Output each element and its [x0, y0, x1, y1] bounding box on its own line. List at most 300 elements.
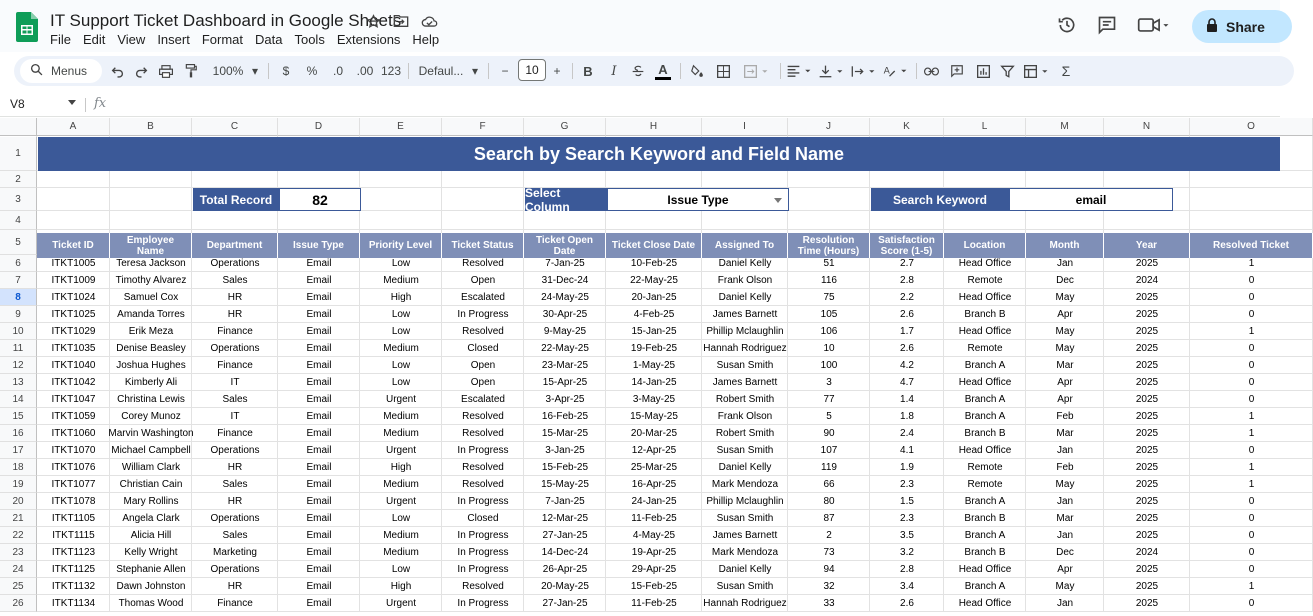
table-cell[interactable]: 2025 [1135, 479, 1159, 490]
row-header-26[interactable]: 26 [0, 595, 37, 612]
table-cell[interactable]: ITKT1024 [51, 292, 96, 303]
table-cell[interactable]: May [1055, 479, 1075, 490]
table-cell[interactable]: Branch B [964, 513, 1006, 524]
menu-extensions[interactable]: Extensions [336, 32, 401, 47]
table-cell[interactable]: ITKT1077 [51, 479, 96, 490]
redo-icon[interactable] [132, 59, 150, 83]
table-cell[interactable]: Email [306, 411, 332, 422]
table-cell[interactable]: Open [470, 275, 496, 286]
table-cell[interactable]: Branch B [964, 309, 1006, 320]
table-cell[interactable]: Email [306, 377, 332, 388]
table-cell[interactable]: Finance [217, 598, 253, 609]
italic-button[interactable]: I [611, 63, 617, 79]
table-cell[interactable]: ITKT1132 [51, 581, 96, 592]
table-cell[interactable]: Urgent [385, 496, 416, 507]
paint-format-icon[interactable] [182, 59, 200, 83]
table-cell[interactable]: 3.5 [900, 530, 914, 541]
font-size-increase-button[interactable]: + [553, 64, 561, 78]
row-header-23[interactable]: 23 [0, 544, 37, 561]
table-cell[interactable]: 26-Apr-25 [542, 564, 588, 575]
column-header-j[interactable]: J [788, 118, 870, 136]
table-cell[interactable]: Branch A [964, 581, 1006, 592]
column-header-n[interactable]: N [1104, 118, 1190, 136]
table-cell[interactable]: 2025 [1135, 309, 1159, 320]
insert-comment-icon[interactable] [948, 59, 966, 83]
table-cell[interactable]: Email [306, 513, 332, 524]
table-cell[interactable]: 15-Mar-25 [541, 428, 589, 439]
table-cell[interactable]: Jan [1056, 598, 1074, 609]
table-cell[interactable]: 1.8 [900, 411, 914, 422]
table-cell[interactable]: 2.3 [900, 513, 914, 524]
table-cell[interactable]: Jan [1056, 445, 1074, 456]
table-cell[interactable]: 1 [1248, 428, 1255, 439]
table-cell[interactable]: 2.4 [900, 428, 914, 439]
table-cell[interactable]: Erik Meza [128, 326, 174, 337]
table-cell[interactable]: Sales [222, 530, 248, 541]
table-cell[interactable]: ITKT1047 [51, 394, 96, 405]
functions-button[interactable]: Σ [1061, 63, 1071, 79]
column-header-b[interactable]: B [110, 118, 192, 136]
table-cell[interactable]: Branch A [964, 530, 1006, 541]
table-header-cell[interactable]: Year [1104, 233, 1190, 258]
table-cell[interactable]: Resolved [462, 258, 504, 269]
zoom-select[interactable]: 100% [212, 64, 244, 78]
table-cell[interactable]: Jan [1056, 530, 1074, 541]
table-cell[interactable]: Thomas Wood [118, 598, 184, 609]
row-header-14[interactable]: 14 [0, 391, 37, 408]
table-cell[interactable]: 0 [1248, 564, 1255, 575]
table-cell[interactable]: 66 [823, 479, 835, 490]
font-select[interactable]: Defaul... [418, 64, 464, 78]
table-cell[interactable]: Phillip Mclaughlin [706, 496, 784, 507]
table-cell[interactable]: Medium [383, 411, 419, 422]
table-cell[interactable]: 2025 [1135, 445, 1159, 456]
table-cell[interactable]: 1-May-25 [632, 360, 676, 371]
table-cell[interactable]: ITKT1042 [51, 377, 96, 388]
table-cell[interactable]: Escalated [461, 394, 505, 405]
table-cell[interactable]: Email [306, 496, 332, 507]
table-header-cell[interactable]: Priority Level [360, 233, 442, 258]
table-cell[interactable]: 0 [1248, 309, 1255, 320]
table-cell[interactable]: Resolved [462, 411, 504, 422]
table-cell[interactable]: 20-Jan-25 [631, 292, 677, 303]
menu-format[interactable]: Format [201, 32, 243, 47]
table-cell[interactable]: Open [470, 360, 496, 371]
table-cell[interactable]: 10-Feb-25 [630, 258, 678, 269]
table-cell[interactable]: 20-May-25 [541, 581, 589, 592]
star-icon[interactable] [364, 12, 382, 30]
table-cell[interactable]: In Progress [457, 530, 509, 541]
table-cell[interactable]: Mar [1056, 428, 1074, 439]
table-cell[interactable]: 24-May-25 [541, 292, 589, 303]
table-cell[interactable]: Mar [1056, 513, 1074, 524]
zoom-caret-icon[interactable]: ▾ [251, 64, 259, 78]
table-cell[interactable]: HR [227, 309, 243, 320]
table-cell[interactable]: Email [306, 326, 332, 337]
table-cell[interactable]: ITKT1115 [52, 530, 95, 541]
table-cell[interactable]: 19-Feb-25 [630, 343, 678, 354]
column-header-l[interactable]: L [944, 118, 1026, 136]
table-cell[interactable]: Sales [222, 275, 248, 286]
table-cell[interactable]: Robert Smith [715, 428, 775, 439]
row-header-15[interactable]: 15 [0, 408, 37, 425]
table-cell[interactable]: 2.8 [900, 275, 914, 286]
table-cell[interactable]: Email [306, 479, 332, 490]
name-box[interactable]: V8 [10, 97, 25, 111]
table-cell[interactable]: Medium [383, 428, 419, 439]
table-cell[interactable]: Stephanie Allen [116, 564, 186, 575]
table-cell[interactable]: ITKT1078 [51, 496, 96, 507]
table-cell[interactable]: Low [391, 513, 411, 524]
table-cell[interactable]: 0 [1248, 343, 1255, 354]
row-header-11[interactable]: 11 [0, 340, 37, 357]
table-cell[interactable]: Apr [1057, 377, 1073, 388]
table-cell[interactable]: Email [306, 530, 332, 541]
table-cell[interactable]: 107 [820, 445, 838, 456]
table-cell[interactable]: Hannah Rodriguez [703, 343, 787, 354]
table-cell[interactable]: HR [227, 462, 243, 473]
filter-views-icon[interactable] [1022, 59, 1052, 83]
table-cell[interactable]: 94 [823, 564, 835, 575]
table-cell[interactable]: 2025 [1135, 292, 1159, 303]
table-cell[interactable]: 4-May-25 [632, 530, 676, 541]
table-cell[interactable]: Operations [210, 258, 260, 269]
table-cell[interactable]: 0 [1248, 513, 1255, 524]
column-header-h[interactable]: H [606, 118, 702, 136]
table-cell[interactable]: 2024 [1135, 547, 1159, 558]
table-cell[interactable]: 0 [1248, 530, 1255, 541]
table-cell[interactable]: Branch B [964, 547, 1006, 558]
row-header-10[interactable]: 10 [0, 323, 37, 340]
table-cell[interactable]: 2025 [1135, 513, 1159, 524]
table-cell[interactable]: 29-Apr-25 [631, 564, 677, 575]
table-cell[interactable]: In Progress [457, 598, 509, 609]
table-cell[interactable]: ITKT1059 [51, 411, 96, 422]
menu-file[interactable]: File [50, 32, 71, 47]
table-cell[interactable]: Email [306, 360, 332, 371]
table-cell[interactable]: Robert Smith [715, 394, 775, 405]
table-header-cell[interactable]: Ticket Status [442, 233, 524, 258]
table-cell[interactable]: 1 [1248, 326, 1255, 337]
row-header-9[interactable]: 9 [0, 306, 37, 323]
table-cell[interactable]: Branch A [964, 360, 1006, 371]
table-cell[interactable]: 14-Jan-25 [631, 377, 677, 388]
table-cell[interactable]: Daniel Kelly [718, 462, 772, 473]
table-cell[interactable]: 2025 [1135, 343, 1159, 354]
column-header-m[interactable]: M [1026, 118, 1104, 136]
table-cell[interactable]: 15-Feb-25 [541, 462, 589, 473]
table-cell[interactable]: 15-May-25 [630, 411, 678, 422]
table-cell[interactable]: Alicia Hill [130, 530, 172, 541]
table-cell[interactable]: 22-May-25 [541, 343, 589, 354]
table-cell[interactable]: 2025 [1135, 564, 1159, 575]
table-cell[interactable]: ITKT1123 [51, 547, 96, 558]
table-cell[interactable]: 73 [823, 547, 835, 558]
table-cell[interactable]: Denise Beasley [116, 343, 186, 354]
table-cell[interactable]: May [1055, 292, 1075, 303]
comments-icon[interactable] [1096, 14, 1118, 36]
table-cell[interactable]: 1 [1248, 581, 1255, 592]
table-cell[interactable]: Low [391, 564, 411, 575]
font-caret-icon[interactable]: ▾ [471, 64, 479, 78]
table-cell[interactable]: HR [227, 581, 243, 592]
table-cell[interactable]: 2025 [1135, 360, 1159, 371]
table-cell[interactable]: Resolved [462, 581, 504, 592]
table-cell[interactable]: 15-Apr-25 [542, 377, 588, 388]
row-header-19[interactable]: 19 [0, 476, 37, 493]
table-cell[interactable]: 75 [823, 292, 835, 303]
table-cell[interactable]: Urgent [385, 394, 416, 405]
table-cell[interactable]: James Barnett [712, 530, 778, 541]
table-cell[interactable]: 2.7 [900, 258, 914, 269]
table-cell[interactable]: 4.2 [900, 360, 914, 371]
table-cell[interactable]: Timothy Alvarez [115, 275, 187, 286]
menu-data[interactable]: Data [255, 32, 283, 47]
table-cell[interactable]: Christian Cain [119, 479, 183, 490]
menu-help[interactable]: Help [412, 32, 440, 47]
table-cell[interactable]: 7-Jan-25 [545, 258, 585, 269]
table-cell[interactable]: Jan [1056, 496, 1074, 507]
strikethrough-icon[interactable] [630, 59, 646, 83]
table-cell[interactable]: Closed [467, 343, 499, 354]
table-header-cell[interactable]: Assigned To [702, 233, 788, 258]
column-header-g[interactable]: G [524, 118, 606, 136]
table-cell[interactable]: Remote [967, 275, 1003, 286]
table-cell[interactable]: Branch A [964, 394, 1006, 405]
row-header-6[interactable]: 6 [0, 255, 37, 272]
table-cell[interactable]: 3.2 [900, 547, 914, 558]
bold-button[interactable]: B [583, 63, 593, 79]
table-header-cell[interactable]: Ticket Close Date [606, 233, 702, 258]
table-cell[interactable]: ITKT1025 [51, 309, 96, 320]
table-cell[interactable]: Head Office [958, 292, 1012, 303]
table-cell[interactable]: ITKT1035 [51, 343, 96, 354]
table-cell[interactable]: ITKT1105 [51, 513, 96, 524]
table-cell[interactable]: Daniel Kelly [718, 258, 772, 269]
table-cell[interactable]: 9-May-25 [543, 326, 587, 337]
table-cell[interactable]: May [1055, 343, 1075, 354]
row-header-3[interactable]: 3 [0, 188, 37, 211]
table-cell[interactable]: 27-Jan-25 [542, 598, 588, 609]
row-header-25[interactable]: 25 [0, 578, 37, 595]
table-cell[interactable]: Susan Smith [716, 513, 774, 524]
increase-decimal-button[interactable]: .00 [356, 64, 374, 78]
table-cell[interactable]: Head Office [958, 258, 1012, 269]
table-cell[interactable]: High [390, 292, 412, 303]
table-cell[interactable]: 22-May-25 [630, 275, 678, 286]
table-cell[interactable]: Sales [222, 394, 248, 405]
share-button[interactable] [1192, 10, 1292, 43]
merge-cells-icon[interactable] [740, 59, 774, 83]
cloud-status-icon[interactable] [420, 12, 438, 30]
table-cell[interactable]: 2025 [1135, 326, 1159, 337]
insert-chart-icon[interactable] [974, 59, 992, 83]
table-cell[interactable]: Head Office [958, 377, 1012, 388]
sheets-logo-icon[interactable] [16, 12, 38, 42]
table-cell[interactable]: Email [306, 428, 332, 439]
table-cell[interactable]: Christina Lewis [117, 394, 185, 405]
table-cell[interactable]: Susan Smith [716, 581, 774, 592]
table-cell[interactable]: Email [306, 462, 332, 473]
menu-tools[interactable]: Tools [294, 32, 325, 47]
table-cell[interactable]: In Progress [457, 564, 509, 575]
table-cell[interactable]: HR [227, 496, 243, 507]
text-color-button[interactable] [654, 59, 672, 83]
currency-format-button[interactable]: $ [282, 64, 290, 78]
table-cell[interactable]: 0 [1248, 394, 1255, 405]
table-cell[interactable]: 116 [821, 275, 837, 286]
table-cell[interactable]: 1.4 [900, 394, 914, 405]
table-cell[interactable]: Email [306, 598, 332, 609]
table-cell[interactable]: 33 [823, 598, 835, 609]
table-cell[interactable]: Medium [383, 275, 419, 286]
table-cell[interactable]: 3 [826, 377, 832, 388]
document-title[interactable]: IT Support Ticket Dashboard in Google Sheets [50, 11, 402, 30]
table-cell[interactable]: 1 [1248, 411, 1255, 422]
table-cell[interactable]: Susan Smith [716, 445, 774, 456]
table-header-cell[interactable]: Resolution Time (Hours) [788, 233, 870, 258]
table-cell[interactable]: Email [306, 309, 332, 320]
table-cell[interactable]: Remote [967, 343, 1003, 354]
table-cell[interactable]: 2025 [1135, 530, 1159, 541]
table-cell[interactable]: Email [306, 581, 332, 592]
table-cell[interactable]: 25-Mar-25 [630, 462, 678, 473]
table-cell[interactable]: 2025 [1135, 581, 1159, 592]
table-cell[interactable]: 30-Apr-25 [542, 309, 588, 320]
table-cell[interactable]: Email [306, 343, 332, 354]
row-header-22[interactable]: 22 [0, 527, 37, 544]
table-cell[interactable]: 1 [1248, 258, 1255, 269]
table-cell[interactable]: Head Office [958, 598, 1012, 609]
version-history-icon[interactable] [1056, 14, 1078, 36]
table-cell[interactable]: 0 [1248, 445, 1255, 456]
table-cell[interactable]: ITKT1005 [51, 258, 96, 269]
table-cell[interactable]: 105 [820, 309, 838, 320]
column-header-c[interactable]: C [192, 118, 278, 136]
table-cell[interactable]: 15-Jan-25 [631, 326, 677, 337]
table-cell[interactable]: Low [391, 377, 411, 388]
table-cell[interactable]: 51 [823, 258, 835, 269]
table-cell[interactable]: IT [230, 377, 240, 388]
table-cell[interactable]: 3-May-25 [632, 394, 676, 405]
table-cell[interactable]: Feb [1056, 462, 1074, 473]
table-cell[interactable]: 23-Mar-25 [541, 360, 589, 371]
column-header-i[interactable]: I [702, 118, 788, 136]
table-cell[interactable]: Branch B [964, 428, 1006, 439]
menu-view[interactable]: View [117, 32, 146, 47]
row-header-7[interactable]: 7 [0, 272, 37, 289]
dropdown-caret-icon[interactable] [774, 198, 782, 203]
table-cell[interactable]: Angela Clark [122, 513, 180, 524]
table-cell[interactable]: Low [391, 258, 411, 269]
table-cell[interactable]: 20-Mar-25 [630, 428, 678, 439]
table-cell[interactable]: 10 [823, 343, 835, 354]
table-cell[interactable]: Email [306, 275, 332, 286]
table-cell[interactable]: Urgent [385, 598, 416, 609]
table-cell[interactable]: Email [306, 258, 332, 269]
table-cell[interactable]: Apr [1057, 309, 1073, 320]
table-cell[interactable]: Frank Olson [717, 275, 773, 286]
table-cell[interactable]: 4.7 [900, 377, 914, 388]
table-cell[interactable]: ITKT1060 [51, 428, 96, 439]
table-cell[interactable]: Urgent [385, 445, 416, 456]
table-cell[interactable]: 77 [823, 394, 835, 405]
table-cell[interactable]: 2025 [1135, 496, 1159, 507]
table-cell[interactable]: Joshua Hughes [116, 360, 186, 371]
column-header-k[interactable]: K [870, 118, 944, 136]
table-cell[interactable]: 2025 [1135, 598, 1159, 609]
table-cell[interactable]: 1.7 [900, 326, 914, 337]
table-cell[interactable]: 0 [1248, 377, 1255, 388]
decrease-decimal-button[interactable]: .0 [332, 64, 343, 78]
table-cell[interactable]: 2025 [1135, 428, 1159, 439]
table-cell[interactable]: 2 [826, 530, 832, 541]
table-cell[interactable]: 1 [1248, 462, 1255, 473]
vertical-align-icon[interactable] [818, 59, 846, 83]
table-cell[interactable]: Low [391, 360, 411, 371]
table-cell[interactable]: Operations [210, 343, 260, 354]
table-cell[interactable]: 0 [1248, 292, 1255, 303]
table-cell[interactable]: ITKT1070 [51, 445, 96, 456]
table-cell[interactable]: Operations [210, 564, 260, 575]
table-cell[interactable]: Feb [1056, 411, 1074, 422]
table-cell[interactable]: Head Office [958, 445, 1012, 456]
table-cell[interactable]: Dec [1056, 275, 1074, 286]
table-cell[interactable]: 2025 [1135, 462, 1159, 473]
table-cell[interactable]: 3-Apr-25 [545, 394, 585, 405]
column-header-f[interactable]: F [442, 118, 524, 136]
table-cell[interactable]: ITKT1134 [51, 598, 96, 609]
meet-video-icon[interactable] [1136, 14, 1172, 36]
table-cell[interactable]: 4.1 [900, 445, 914, 456]
table-cell[interactable]: 0 [1248, 547, 1255, 558]
table-cell[interactable]: Email [306, 564, 332, 575]
table-header-cell[interactable]: Department [192, 233, 278, 258]
borders-icon[interactable] [714, 59, 732, 83]
table-cell[interactable]: High [390, 462, 412, 473]
table-cell[interactable]: IT [230, 411, 240, 422]
table-cell[interactable]: 3.4 [900, 581, 914, 592]
row-header-1[interactable]: 1 [0, 137, 37, 171]
table-cell[interactable]: Email [306, 547, 332, 558]
table-cell[interactable]: Medium [383, 547, 419, 558]
table-cell[interactable]: Kelly Wright [124, 547, 178, 558]
menus-search[interactable] [20, 59, 102, 83]
table-cell[interactable]: 24-Jan-25 [631, 496, 677, 507]
table-cell[interactable]: 2.3 [900, 479, 914, 490]
row-header-21[interactable]: 21 [0, 510, 37, 527]
table-cell[interactable]: Finance [217, 326, 253, 337]
table-cell[interactable]: Daniel Kelly [718, 292, 772, 303]
table-cell[interactable]: 15-Feb-25 [630, 581, 678, 592]
table-cell[interactable]: Mark Mendoza [711, 479, 779, 490]
table-header-cell[interactable]: Resolved Ticket [1190, 233, 1313, 258]
select-all-corner[interactable] [0, 118, 37, 136]
table-header-cell[interactable]: Issue Type [278, 233, 360, 258]
table-cell[interactable]: Samuel Cox [123, 292, 179, 303]
table-cell[interactable]: 2025 [1135, 258, 1159, 269]
table-cell[interactable]: 90 [823, 428, 835, 439]
table-cell[interactable]: Susan Smith [716, 360, 774, 371]
table-cell[interactable]: Medium [383, 530, 419, 541]
table-cell[interactable]: Sales [222, 479, 248, 490]
table-cell[interactable]: Amanda Torres [117, 309, 185, 320]
table-cell[interactable]: 0 [1248, 496, 1255, 507]
table-cell[interactable]: High [390, 581, 412, 592]
table-cell[interactable]: 0 [1248, 360, 1255, 371]
table-cell[interactable]: May [1055, 326, 1075, 337]
table-cell[interactable]: 3-Jan-25 [545, 445, 585, 456]
